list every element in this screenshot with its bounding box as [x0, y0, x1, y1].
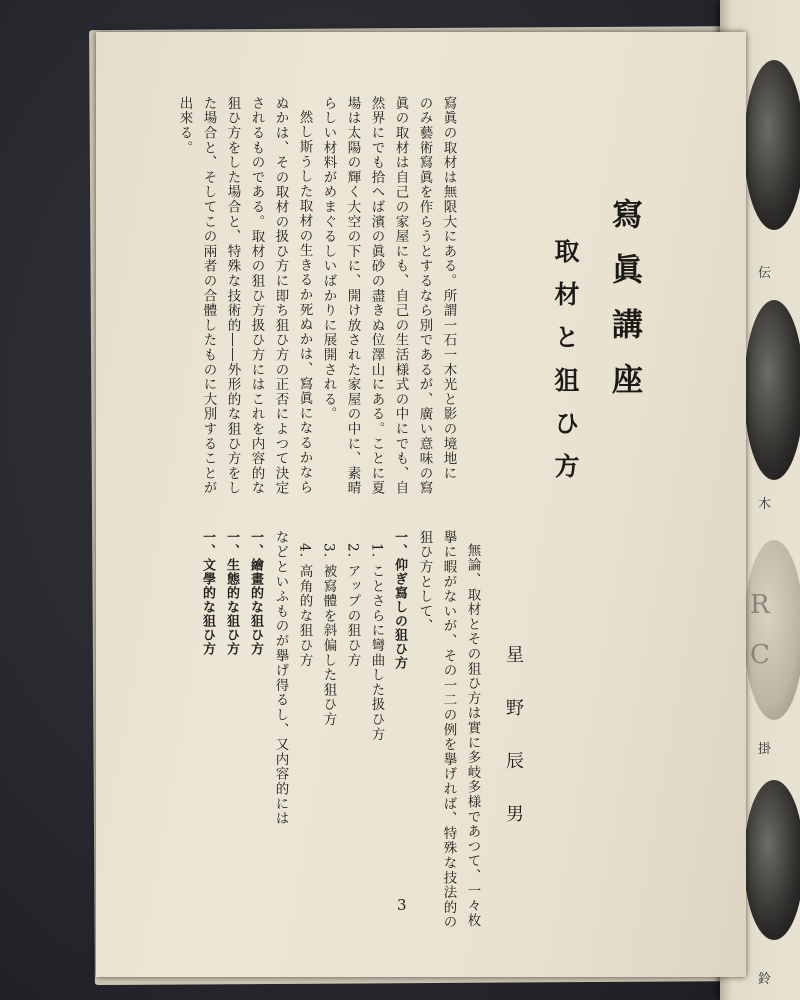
text-column: されるものである。取材の狙ひ方扱ひ方にはこれを内容的な — [248, 96, 265, 496]
page-number: 3 — [397, 896, 407, 914]
text-column: 無論、取材とその狙ひ方は實に多岐多様であつて、一々枚 — [464, 543, 481, 928]
content-item: 一、生態的な狙ひ方 — [224, 530, 239, 656]
text-column: 然し斯うした取材の生きるか死ぬかは、寫眞になるかなら — [296, 110, 313, 495]
text-column: のみ藝術寫眞を作らうとするなら別であるが、廣い意味の寫 — [416, 96, 433, 496]
article-title: 寫眞講座 — [606, 198, 642, 418]
facing-page-glyph: 掛 — [758, 742, 772, 757]
technique-item: 2. アップの狙ひ方 — [344, 543, 361, 668]
text-column: ぬかは、その取材の扱ひ方に即ち狙ひ方の正否によつて決定 — [272, 96, 289, 496]
portrait-photo — [744, 780, 800, 940]
text-column: 狙ひ方として、 — [416, 530, 433, 634]
facing-page-glyph: 鈴 — [758, 972, 772, 987]
portrait-photo — [744, 300, 800, 480]
technique-item: 4. 高角的な狙ひ方 — [296, 543, 313, 668]
text-column: らしい材料がめまぐるしいばかりに展開される。 — [320, 96, 337, 422]
content-item: 一、文學的な狙ひ方 — [200, 530, 215, 656]
text-column: などといふものが擧げ得るし、又内容的には — [272, 530, 289, 826]
technique-heading: 一、仰ぎ寫しの狙ひ方 — [392, 530, 407, 670]
article-subtitle: 取材と狙ひ方 — [551, 238, 580, 496]
facing-page-glyph: C — [750, 640, 770, 670]
technique-item: 3. 被寫體を斜偏した狙ひ方 — [320, 543, 337, 727]
text-column: 狙ひ方をした場合と、特殊な技術的――外形的な狙ひ方をし — [224, 96, 241, 496]
text-column: 場は太陽の輝く大空の下に、開け放された家屋の中に、素晴 — [344, 96, 361, 496]
text-column: た場合と、そしてこの兩者の合體したものに大別することが — [200, 96, 217, 496]
facing-page-glyph: 木 — [758, 497, 772, 512]
lettered-photo — [744, 540, 800, 720]
text-column: 寫眞の取材は無限大にある。所謂一石一木光と影の境地に — [440, 96, 457, 481]
portrait-photo — [744, 60, 800, 230]
text-column: 擧に暇がないが、その一二の例を擧げれば、特殊な技法的の — [440, 530, 457, 930]
text-column: 出來る。 — [176, 96, 193, 156]
facing-page-glyph: 伝 — [758, 266, 772, 281]
content-item: 一、繪畫的な狙ひ方 — [248, 530, 263, 656]
text-column: 然界にでも拾へば濱の眞砂の盡きぬ位澤山にある。ことに夏 — [368, 96, 385, 496]
text-column: 眞の取材は自己の家屋にも、自己の生活様式の中にでも、自 — [392, 96, 409, 496]
author-name: 星野辰男 — [503, 645, 524, 857]
facing-page-glyph: R — [750, 590, 770, 620]
technique-item: 1. ことさらに彎曲した扱ひ方 — [368, 543, 385, 742]
